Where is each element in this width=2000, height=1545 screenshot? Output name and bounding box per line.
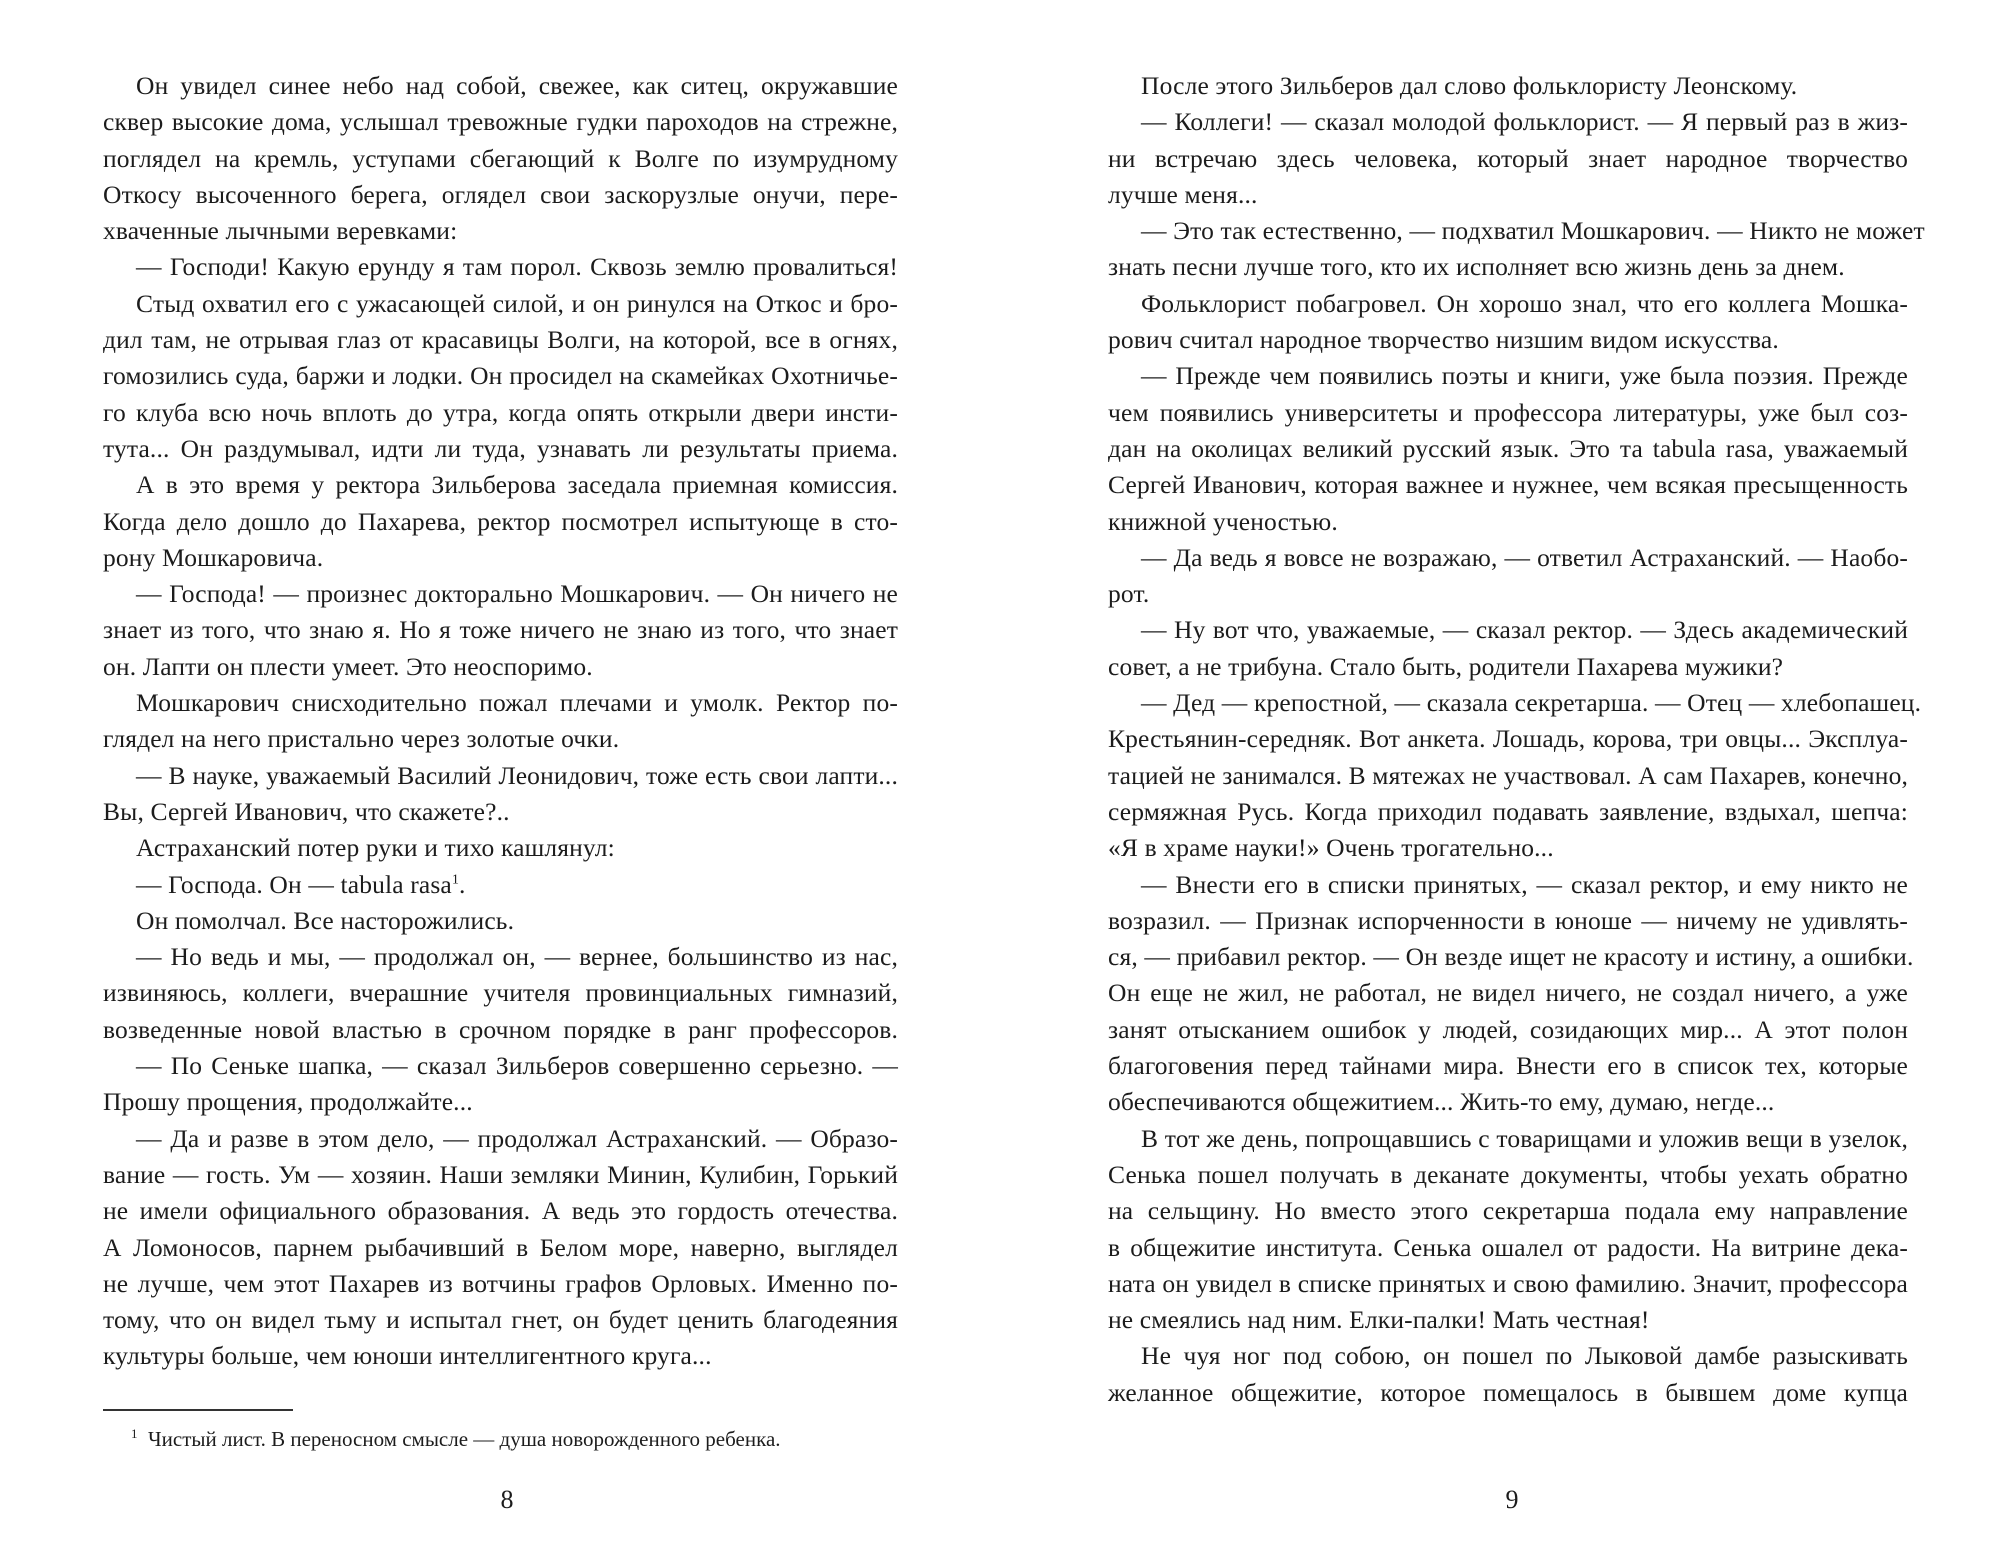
right-page-text-line: тацией не занимался. В мятежах не участвовал. А сам Пахарев, конечно, <box>1108 760 1908 790</box>
footnote <box>103 1419 898 1454</box>
right-page-text-line: не смеялись над ним. Елки-палки! Мать честная! <box>1108 1305 1650 1335</box>
right-page-text-line: в общежитие института. Сенька ошалел от радости. На витрине дека- <box>1108 1232 1908 1262</box>
right-page-text <box>1108 68 1925 1411</box>
left-page-text-line: тому, что он видел тьму и испытал гнет, он будет ценить благодеяния <box>103 1305 898 1335</box>
right-page-text-line: желанное общежитие, которое помещалось в бывшем доме купца <box>1108 1377 1908 1407</box>
footnote-rule <box>103 1409 293 1411</box>
left-page-text-line: дил там, не отрывая глаз от красавицы Волги, на которой, все в огнях, <box>103 325 898 355</box>
left-page-text-line: хваченные лычными веревками: <box>103 216 458 246</box>
left-page-text-line: А Ломоносов, парнем рыбачивший в Белом море, наверно, выглядел <box>103 1232 898 1262</box>
right-page-text-line: Сенька пошел получать в деканате документы, чтобы уехать обратно <box>1108 1159 1908 1189</box>
right-page-text-line: «Я в храме науки!» Очень трогательно... <box>1108 833 1554 863</box>
left-page-text-line: Прошу прощения, продолжайте... <box>103 1087 473 1117</box>
right-page-text-line: на сельщину. Но вместо этого секретарша подала ему направление <box>1108 1196 1908 1226</box>
right-page-text-line: ната он увидел в списке принятых и свою фамилию. Значит, профессора <box>1108 1268 1908 1298</box>
left-page-text-line: Он увидел синее небо над собой, свежее, как ситец, окружавшие <box>136 71 898 100</box>
left-page-text-line: — Господа. Он — tabula rasa$^1$. <box>136 869 466 899</box>
left-page-text-line: сквер высокие дома, услышал тревожные гудки пароходов на стрежне, <box>103 107 898 137</box>
footnote-reference: 1 <box>451 872 460 888</box>
page-number-right: 9 <box>1505 1485 1519 1514</box>
left-page-text-line: поглядел на кремль, уступами сбегающий к Волге по изумрудному <box>103 143 898 173</box>
right-page-text-line: рот. <box>1108 579 1150 609</box>
right-page-text-line: — Внести его в списки принятых, — сказал ректор, и ему никто не <box>1141 869 1908 899</box>
left-page-text-line: Астраханский потер руки и тихо кашлянул: <box>136 833 615 863</box>
right-page-text-line: В тот же день, попрощавшись с товарищами и уложив вещи в узелок, <box>1141 1123 1908 1153</box>
left-page-text-line: — Господи! Какую ерунду я там порол. Сквозь землю провалиться! <box>136 252 898 282</box>
right-page-text-line: Сергей Иванович, которая важнее и нужнее, чем всякая пресыщенность <box>1108 470 1908 500</box>
left-page-text-line: знает из того, что знаю я. Но я тоже ничего не знаю из того, что знает <box>103 615 898 645</box>
left-page-text-line: Он помолчал. Все насторожились. <box>136 905 515 935</box>
left-page-text <box>103 68 898 1375</box>
right-page-text-line: занят отысканием ошибок у людей, созидающих мир... А этот полон <box>1108 1014 1908 1044</box>
left-page-text-line: Мошкарович снисходительно пожал плечами и умолк. Ректор по- <box>136 688 898 718</box>
left-page <box>103 68 898 1454</box>
right-page-text-line: — Коллеги! — сказал молодой фольклорист. — Я первый раз в жиз- <box>1141 107 1908 137</box>
left-page-text-line: рону Мошкаровича. <box>103 542 324 572</box>
right-page-text-line: возразил. — Признак испорченности в юноше — ничему не удивлять- <box>1108 905 1908 935</box>
left-page-text-line: гомозились суда, баржи и лодки. Он просидел на скамейках Охотничье- <box>103 361 898 391</box>
right-page-text-line: рович считал народное творчество низшим видом искусства. <box>1108 325 1779 355</box>
left-page-text-line: Вы, Сергей Иванович, что скажете?.. <box>103 796 510 826</box>
left-page-text-line: Когда дело дошло до Пахарева, ректор посмотрел испытующе в сто- <box>103 506 898 536</box>
left-page-text-line: — Да и разве в этом дело, — продолжал Астраханский. — Образо- <box>136 1123 898 1153</box>
right-page-text-line: обеспечиваются общежитием... Жить-то ему, думаю, негде... <box>1108 1087 1775 1117</box>
right-page-text-line: ся, — прибавил ректор. — Он везде ищет не красоту и истину, а ошибки. <box>1108 942 1914 972</box>
left-page-text-line: вание — гость. Ум — хозяин. Наши земляки Минин, Кулибин, Горький <box>103 1159 898 1189</box>
right-page-text-line: — Да ведь я вовсе не возражаю, — ответил Астраханский. — Наобо- <box>1141 542 1908 572</box>
right-page-text-line: ни встречаю здесь человека, который знает народное творчество <box>1108 143 1908 173</box>
right-page-text-line: Крестьянин-середняк. Вот анкета. Лошадь, корова, три овцы... Эксплуа- <box>1108 724 1908 754</box>
right-page-text-line: — Ну вот что, уважаемые, — сказал ректор. — Здесь академический <box>1141 615 1908 645</box>
left-page-text-line: глядел на него пристально через золотые очки. <box>103 724 620 754</box>
left-page-text-line: — В науке, уважаемый Василий Леонидович, тоже есть свои лапти... <box>136 760 898 790</box>
right-page-text-line: — Прежде чем появились поэты и книги, уже была поэзия. Прежде <box>1141 361 1908 391</box>
right-page <box>1108 68 1925 1411</box>
page-number-left: 8 <box>500 1485 514 1514</box>
left-page-text-line: возведенные новой властью в срочном порядке в ранг профессоров. <box>103 1014 898 1044</box>
left-page-text-line: — По Сеньке шапка, — сказал Зильберов совершенно серьезно. — <box>136 1051 898 1081</box>
right-page-text-line: Он еще не жил, не работал, не видел ничего, не создал ничего, а уже <box>1108 978 1908 1008</box>
right-page-text-line: дан на околицах великий русский язык. Это та tabula rasa, уважаемый <box>1108 433 1908 463</box>
left-page-text-line: Откосу высоченного берега, оглядел свои заскорузлые онучи, пере- <box>103 179 898 209</box>
left-page-text-line: культуры больше, чем юноши интеллигентного круга... <box>103 1341 712 1371</box>
left-page-text-line: — Но ведь и мы, — продолжал он, — вернее, большинство из нас, <box>136 942 898 972</box>
right-page-text-line: совет, а не трибуна. Стало быть, родители Пахарева мужики? <box>1108 651 1784 681</box>
footnote-mark: 1 <box>131 1425 138 1441</box>
right-page-text-line: сермяжная Русь. Когда приходил подавать заявление, вздыхал, шепча: <box>1108 796 1908 826</box>
left-page-text-line: го клуба всю ночь вплоть до утра, когда опять открыли двери инсти- <box>103 397 898 427</box>
left-page-text-line: извиняюсь, коллеги, вчерашние учителя провинциальных гимназий, <box>103 978 898 1008</box>
left-page-text-line: не лучше, чем этот Пахарев из вотчины графов Орловых. Именно по- <box>103 1268 898 1298</box>
left-page-text-line: А в это время у ректора Зильберова заседала приемная комиссия. <box>136 470 898 500</box>
right-page-text-line: — Дед — крепостной, — сказала секретарша. — Отец — хлебопашец. <box>1141 688 1922 718</box>
left-page-text-line: — Господа! — произнес докторально Мошкарович. — Он ничего не <box>136 579 898 609</box>
right-page-text-line: знать песни лучше того, кто их исполняет всю жизнь день за днем. <box>1108 252 1845 282</box>
right-page-text-line: Не чуя ног под собою, он пошел по Лыковой дамбе разыскивать <box>1141 1341 1908 1371</box>
right-page-text-line: книжной ученостью. <box>1108 506 1338 536</box>
left-page-text-line: тута... Он раздумывал, идти ли туда, узнавать ли результаты приема. <box>103 433 898 463</box>
right-page-text-line: чем появились университеты и профессора литературы, уже был соз- <box>1108 397 1908 427</box>
left-page-text-line: он. Лапти он плести умеет. Это неоспоримо. <box>103 651 593 681</box>
right-page-text-line: благоговения перед тайнами мира. Внести его в список тех, которые <box>1108 1051 1908 1081</box>
right-page-text-line: Фольклорист побагровел. Он хорошо знал, что его коллега Мошка- <box>1141 288 1908 318</box>
left-page-text-line: не имели официального образования. А ведь это гордость отечества. <box>103 1196 898 1226</box>
right-page-text-line: — Это так естественно, — подхватил Мошкарович. — Никто не может <box>1141 216 1925 246</box>
footnote-text: Чистый лист. В переносном смысле — душа новорожденного ребенка. <box>148 1426 781 1451</box>
right-page-text-line: После этого Зильберов дал слово фольклористу Леонскому. <box>1141 71 1798 100</box>
right-page-text-line: лучше меня... <box>1108 179 1258 209</box>
left-page-text-line: Стыд охватил его с ужасающей силой, и он ринулся на Откос и бро- <box>136 288 898 318</box>
